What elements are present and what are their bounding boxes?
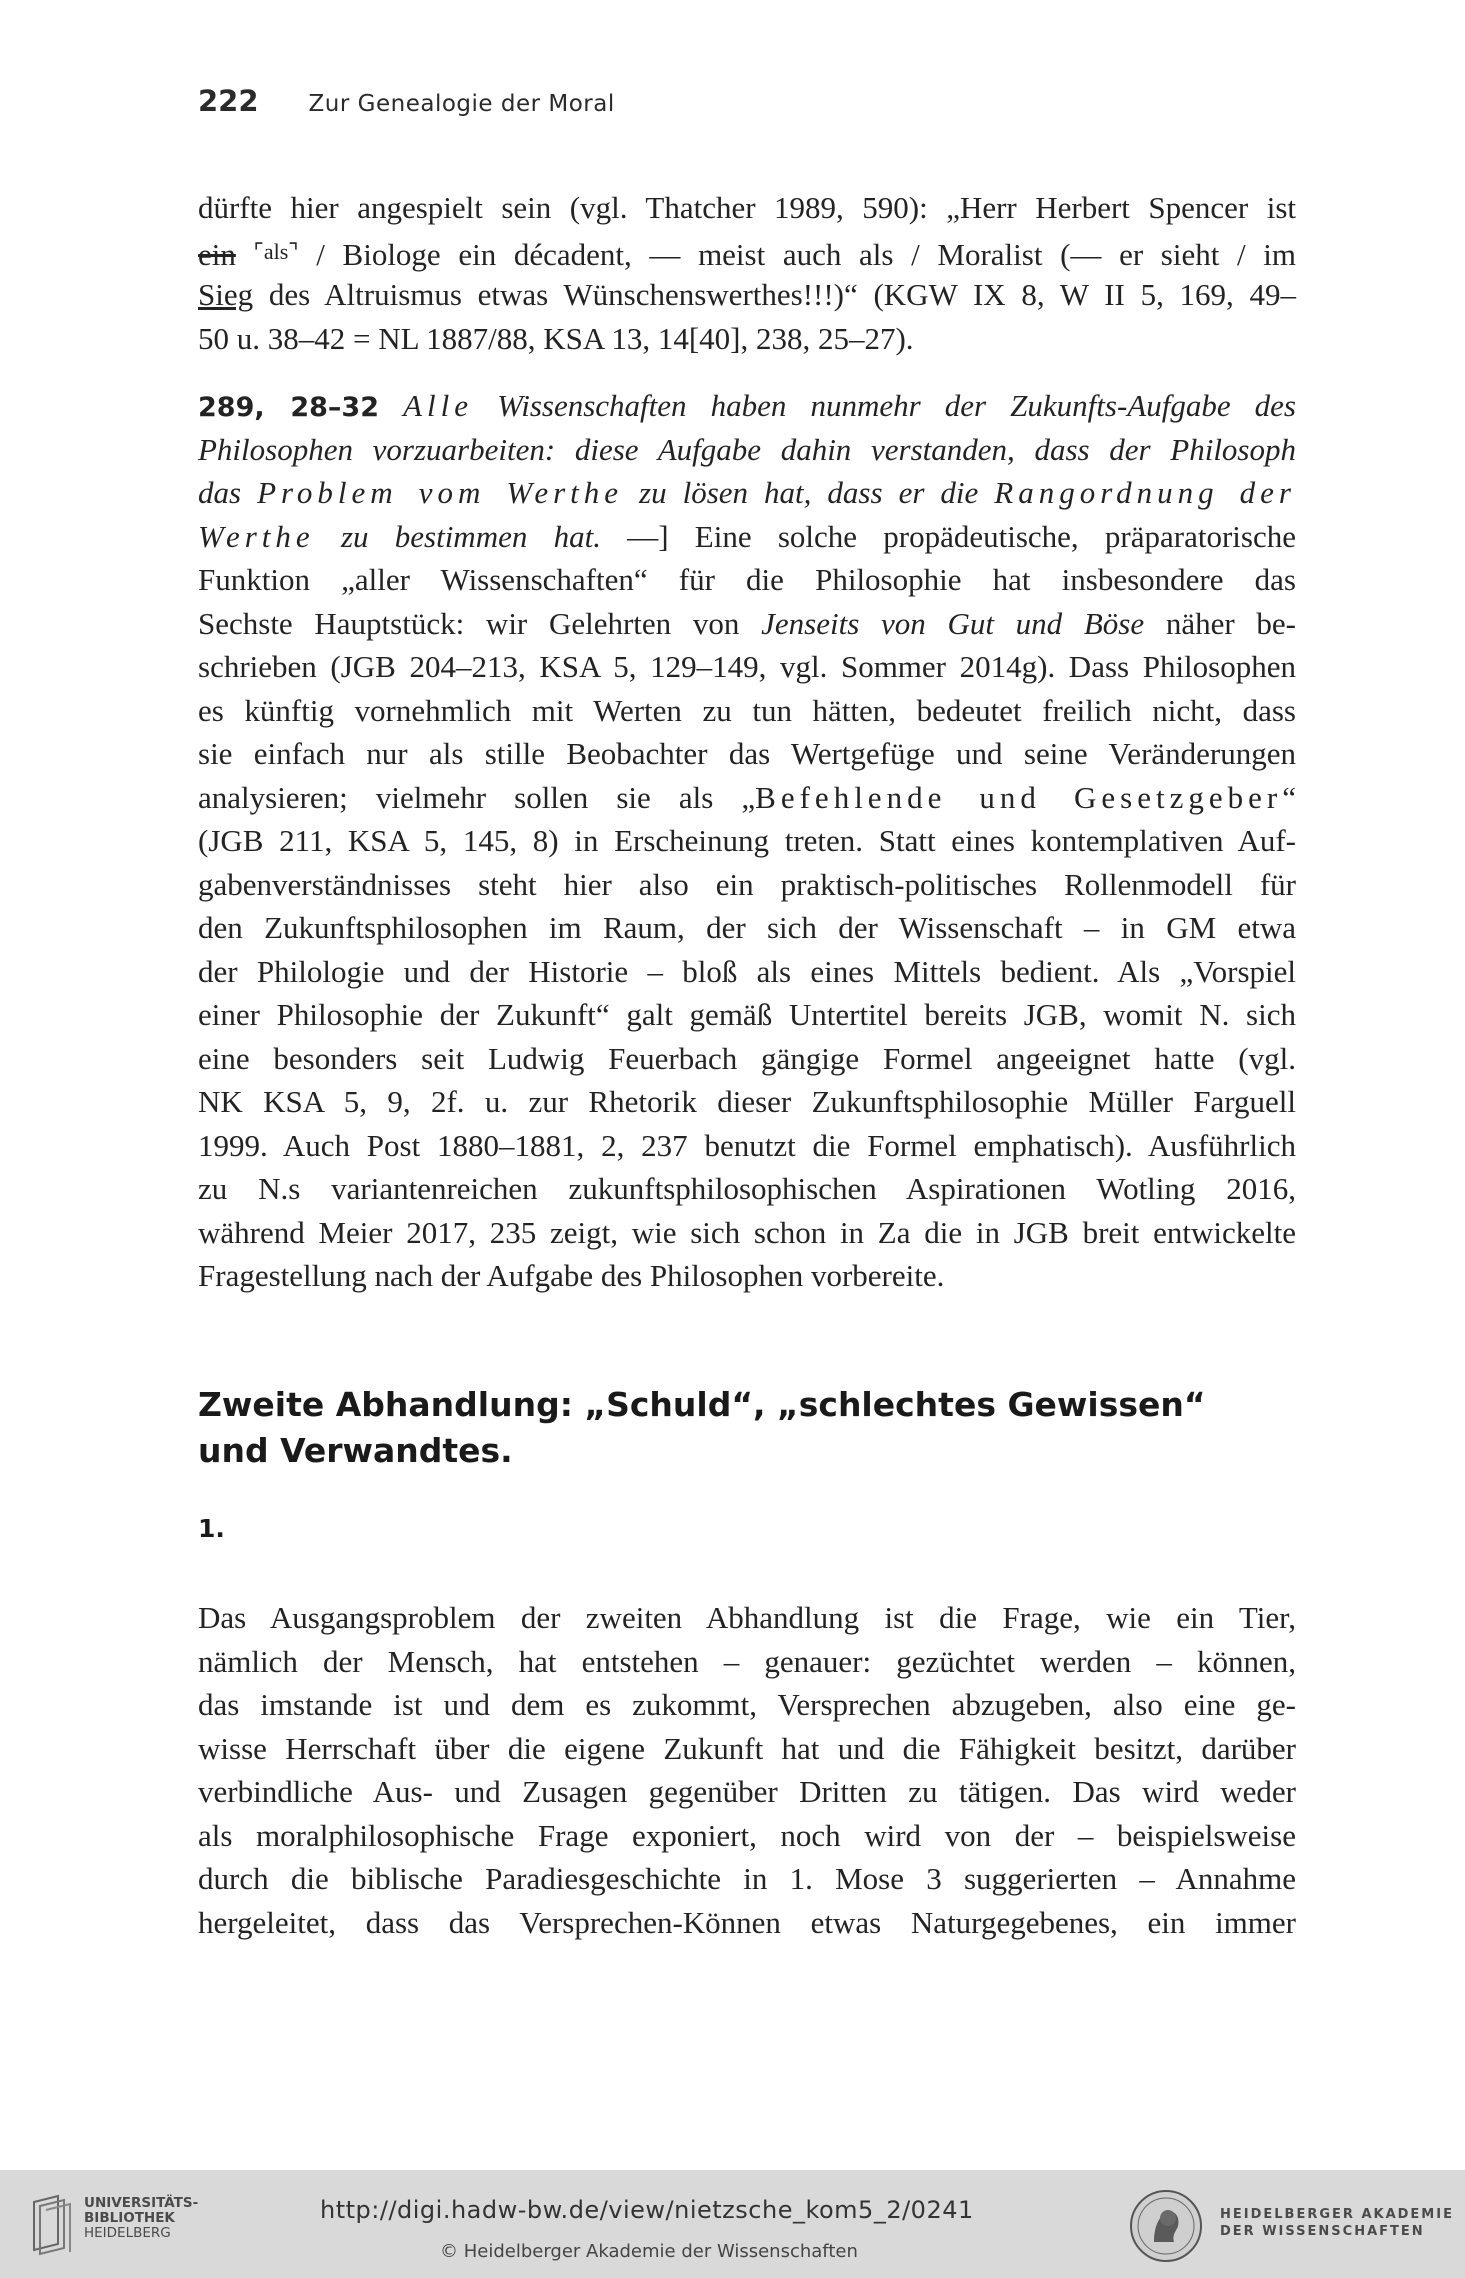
text-line: als moralphilosophische Frage exponiert, noch wird von der – beispielsweise <box>198 1817 1296 1853</box>
text-line: verbindliche Aus- und Zusagen gegenüber Dritten zu tätigen. Das wird weder <box>198 1774 1296 1809</box>
paragraph-body <box>198 1596 1296 1944</box>
copyright-notice: © Heidelberger Akademie der Wissenschaften <box>440 2241 858 2262</box>
text-line: das imstande ist und dem es zukommt, Versprechen abzugeben, also eine ge- <box>198 1687 1296 1722</box>
lemma-text: das <box>198 475 258 510</box>
text-line: der Philologie und der Historie – bloß als eines Mittels bedient. Als „Vorspiel <box>198 953 1296 989</box>
lemma-text: zu bestimmen hat. <box>314 518 601 554</box>
text-line: Das Ausgangsproblem der zweiten Abhandlung ist die Frage, wie ein Tier, <box>198 1600 1296 1635</box>
library-name-line: HEIDELBERG <box>84 2225 171 2241</box>
text-line: dürfte hier angespielt sein (vgl. Thatcher 1989, 590): „Herr Herbert Spencer ist <box>198 190 1296 225</box>
digitization-footer <box>0 2170 1465 2278</box>
text-line: hergeleitet, dass das Versprechen-Können etwas Naturgegebenes, ein immer <box>198 1904 1296 1940</box>
library-name <box>84 2196 198 2241</box>
text-span: analysieren; vielmehr sollen sie als „ <box>198 779 756 815</box>
text-span: —] Eine solche propädeutische, präparatorische <box>600 518 1296 554</box>
book-title: Jenseits von Gut und Böse <box>761 605 1145 641</box>
section-number: 1. <box>198 1514 225 1543</box>
text-line: eine besonders seit Ludwig Feuerbach gängige Formel angeeignet hatte (vgl. <box>198 1040 1296 1076</box>
library-name-line: UNIVERSITÄTS- <box>84 2195 199 2211</box>
heading-line: und Verwandtes. <box>198 1431 513 1470</box>
lemma-text: Philosophen vorzuarbeiten: diese Aufgabe dahin verstanden, dass der Philosoph <box>198 431 1296 467</box>
library-name-line: BIBLIOTHEK <box>84 2210 175 2226</box>
text-line <box>198 273 1296 317</box>
text-span: / Biologe ein décadent, — meist auch als / Moralist (— er sieht / im <box>298 236 1296 272</box>
page-number: 222 <box>198 84 259 118</box>
text-line <box>198 428 1296 472</box>
spaced-quote: Befehlende und Gesetzgeber <box>755 779 1283 815</box>
deleted-word: ein <box>198 236 236 272</box>
text-line <box>198 776 1296 820</box>
text-span: des Altruismus etwas Wünschenswerthes!!!)“ (KGW IX 8, W II 5, 169, 49– <box>253 277 1296 312</box>
section-heading <box>198 1382 1298 1474</box>
academy-name <box>1220 2206 1454 2240</box>
underlined-word: Sieg <box>198 277 254 312</box>
lemma-text: Wissenschaften haben nunmehr der Zukunfts-Aufgabe des <box>473 388 1296 423</box>
spaced-lemma: Problem vom Werthe <box>257 475 624 510</box>
paragraph-quote <box>198 186 1296 360</box>
text-line: es künftig vornehmlich mit Werten zu tun hätten, bedeutet freilich nicht, dass <box>198 692 1296 728</box>
spaced-lemma: Werthe <box>198 518 315 554</box>
text-span: “ <box>1282 779 1296 815</box>
running-title: Zur Genealogie der Moral <box>308 91 615 117</box>
text-span: Sechste Hauptstück: wir Gelehrten von <box>198 605 762 641</box>
text-line: einer Philosophie der Zukunft“ galt gemäß Untertitel bereits JGB, womit N. sich <box>198 997 1296 1032</box>
text-span: näher be- <box>1144 605 1296 641</box>
running-head <box>198 84 615 124</box>
text-line: 1999. Auch Post 1880–1881, 2, 237 benutzt die Formel emphatisch). Ausführlich <box>198 1127 1296 1163</box>
heading-line: Zweite Abhandlung: „Schuld“, „schlechtes Gewissen“ <box>198 1385 1206 1424</box>
library-logo-icon <box>28 2192 78 2256</box>
text-line: nämlich der Mensch, hat entstehen – genauer: gezüchtet werden – können, <box>198 1643 1296 1679</box>
text-line: Funktion „aller Wissenschaften“ für die Philosophie hat insbesondere das <box>198 562 1296 597</box>
academy-seal-icon <box>1128 2188 1204 2264</box>
text-line: 50 u. 38–42 = NL 1887/88, KSA 13, 14[40], 238, 25–27). <box>198 320 914 356</box>
text-line: während Meier 2017, 235 zeigt, wie sich schon in Za die in JGB breit entwickelte <box>198 1214 1296 1250</box>
text-line: wisse Herrschaft über die eigene Zukunft hat und die Fähigkeit besitzt, darüber <box>198 1730 1296 1766</box>
text-line: (JGB 211, KSA 5, 145, 8) in Erscheinung treten. Statt eines kontemplativen Auf- <box>198 823 1296 858</box>
text-line: Fragestellung nach der Aufgabe des Philosophen vorbereite. <box>198 1258 945 1293</box>
text-line <box>198 384 1296 428</box>
text-line <box>198 471 1296 515</box>
academy-name-line: DER WISSENSCHAFTEN <box>1220 2224 1425 2239</box>
text-line <box>198 515 1296 559</box>
lemma-text: zu lösen hat, dass er die <box>623 475 995 510</box>
inserted-word: ⌜als⌝ <box>253 238 299 264</box>
lemma-reference: 289, 28–32 <box>198 392 379 423</box>
text-line: schrieben (JGB 204–213, KSA 5, 129–149, vgl. Sommer 2014g). Dass Philosophen <box>198 649 1296 684</box>
text-line <box>198 602 1296 646</box>
text-line: durch die biblische Paradiesgeschichte in 1. Mose 3 suggerierten – Annahme <box>198 1861 1296 1896</box>
text-line: zu N.s variantenreichen zukunftsphilosophischen Aspirationen Wotling 2016, <box>198 1171 1296 1206</box>
text-line: sie einfach nur als stille Beobachter das Wertgefüge und seine Veränderungen <box>198 736 1296 771</box>
permalink-url[interactable]: http://digi.hadw-bw.de/view/nietzsche_kom5_2/0241 <box>320 2196 974 2224</box>
text-line <box>198 230 1296 274</box>
commentary-entry <box>198 384 1296 1298</box>
spaced-lemma: Alle <box>403 388 474 423</box>
spaced-lemma: Rangordnung der <box>994 475 1296 510</box>
text-line: gabenverständnisses steht hier also ein praktisch-politisches Rollenmodell für <box>198 866 1296 902</box>
text-line: den Zukunftsphilosophen im Raum, der sich der Wissenschaft – in GM etwa <box>198 910 1296 945</box>
academy-name-line: HEIDELBERGER AKADEMIE <box>1220 2207 1454 2222</box>
text-line: NK KSA 5, 9, 2f. u. zur Rhetorik dieser Zukunftsphilosophie Müller Farguell <box>198 1084 1296 1119</box>
